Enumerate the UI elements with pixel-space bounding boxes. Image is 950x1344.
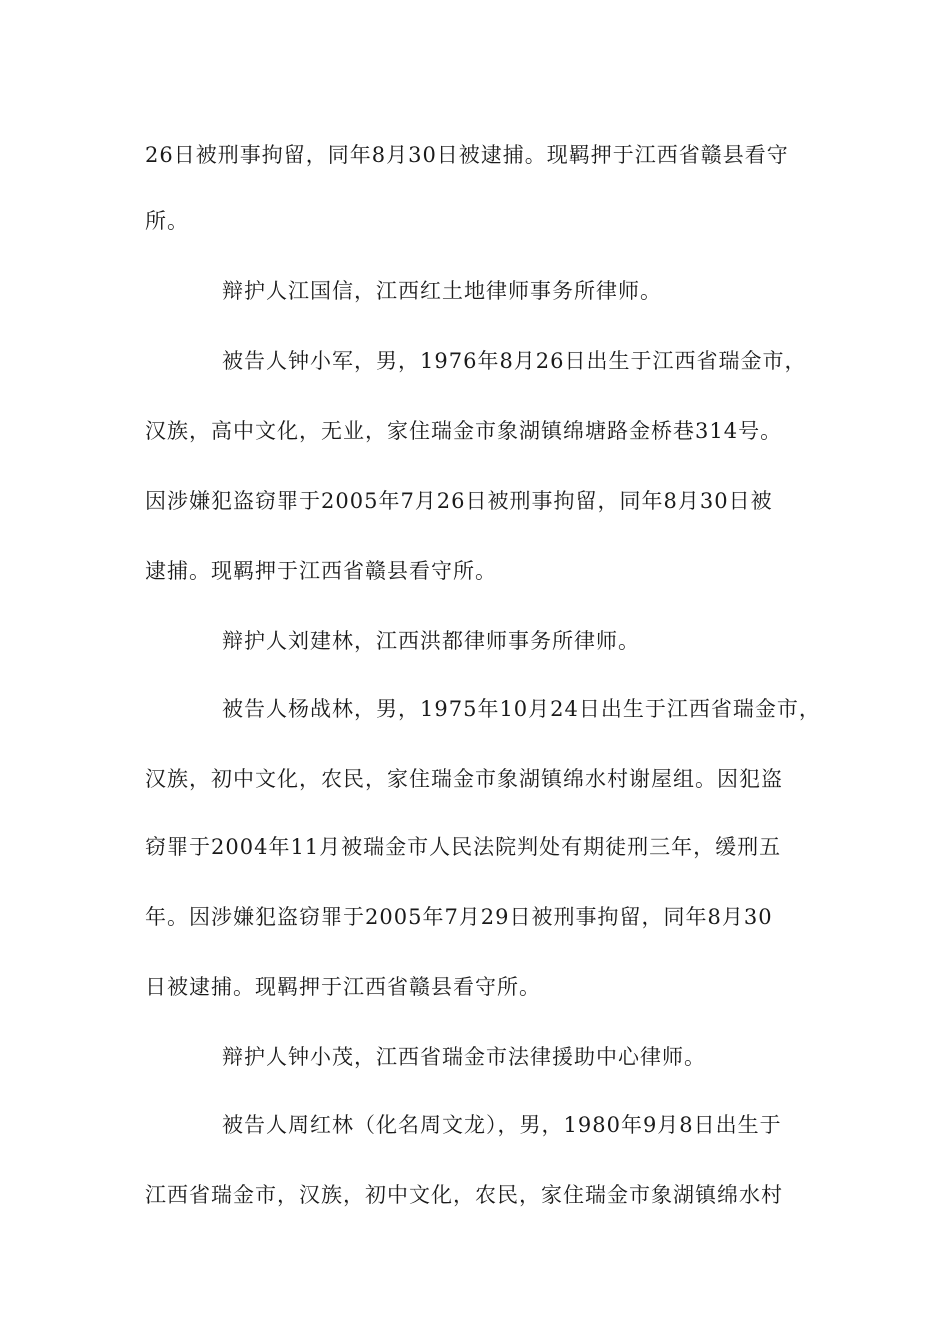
text-line: 窃罪于2004年11月被瑞金市人民法院判处有期徒刑三年，缓刑五: [145, 835, 782, 859]
text-line: 辩护人刘建林，江西洪都律师事务所律师。: [222, 629, 640, 653]
text-line: 26日被刑事拘留，同年8月30日被逮捕。现羁押于江西省赣县看守: [145, 143, 789, 167]
text-line: 辩护人江国信，江西红土地律师事务所律师。: [222, 279, 662, 303]
text-line: 被告人钟小军，男，1976年8月26日出生于江西省瑞金市，: [222, 349, 807, 373]
text-line: 汉族，初中文化，农民，家住瑞金市象湖镇绵水村谢屋组。因犯盗: [145, 767, 783, 791]
text-line: 汉族，高中文化，无业，家住瑞金市象湖镇绵塘路金桥巷314号。: [145, 419, 783, 443]
text-line: 辩护人钟小茂，江西省瑞金市法律援助中心律师。: [222, 1045, 706, 1069]
text-line: 日被逮捕。现羁押于江西省赣县看守所。: [145, 975, 541, 999]
text-line: 江西省瑞金市，汉族，初中文化，农民，家住瑞金市象湖镇绵水村: [145, 1183, 783, 1207]
text-line: 因涉嫌犯盗窃罪于2005年7月26日被刑事拘留，同年8月30日被: [145, 489, 773, 513]
text-line: 年。因涉嫌犯盗窃罪于2005年7月29日被刑事拘留，同年8月30: [145, 905, 773, 929]
text-line: 被告人周红林（化名周文龙），男，1980年9月8日出生于: [222, 1113, 782, 1137]
text-line: 逮捕。现羁押于江西省赣县看守所。: [145, 559, 497, 583]
text-line: 被告人杨战林，男，1975年10月24日出生于江西省瑞金市，: [222, 697, 821, 721]
text-line: 所。: [145, 209, 189, 233]
